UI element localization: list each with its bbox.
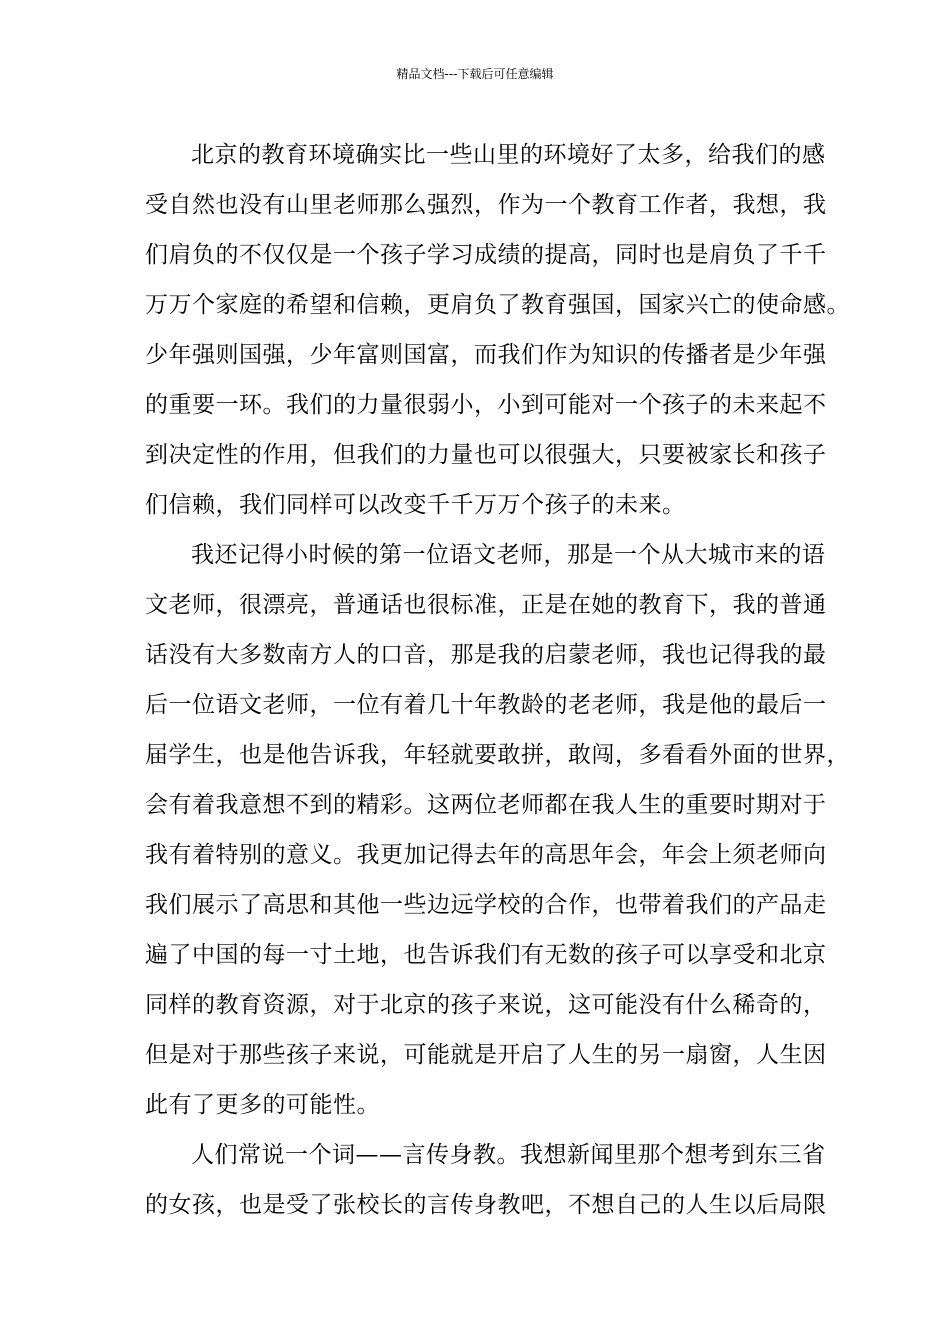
text-line: 后一位语文老师，一位有着几十年教龄的老老师，我是他的最后一 <box>145 692 827 718</box>
text-line: 的重要一环。我们的力量很弱小，小到可能对一个孩子的未来起不 <box>145 392 827 418</box>
text-line: 我们展示了高思和其他一些边远学校的合作，也带着我们的产品走 <box>145 892 827 918</box>
text-line: 受自然也没有山里老师那么强烈，作为一个教育工作者，我想，我 <box>145 192 827 218</box>
page-header: 精品文档---下载后可任意编辑 <box>396 67 554 81</box>
text-line: 我还记得小时候的第一位语文老师，那是一个从大城市来的语 <box>191 542 826 568</box>
text-line: 北京的教育环境确实比一些山里的环境好了太多，给我们的感 <box>191 142 826 168</box>
text-line: 人们常说一个词——言传身教。我想新闻里那个想考到东三省 <box>191 1142 826 1168</box>
text-line: 的女孩，也是受了张校长的言传身教吧，不想自己的人生以后局限 <box>145 1192 827 1218</box>
text-line: 话没有大多数南方人的口音，那是我的启蒙老师，我也记得我的最 <box>145 642 827 668</box>
text-line: 们信赖，我们同样可以改变千千万万个孩子的未来。 <box>145 492 686 518</box>
text-line: 但是对于那些孩子来说，可能就是开启了人生的另一扇窗，人生因 <box>145 1042 827 1068</box>
text-line: 到决定性的作用，但我们的力量也可以很强大，只要被家长和孩子 <box>145 442 827 468</box>
text-line: 们肩负的不仅仅是一个孩子学习成绩的提高，同时也是肩负了千千 <box>145 242 827 268</box>
paragraph <box>145 130 850 530</box>
text-line: 届学生，也是他告诉我，年轻就要敢拼，敢闯，多看看外面的世界， <box>145 742 850 768</box>
text-line: 此有了更多的可能性。 <box>145 1092 380 1118</box>
text-line: 遍了中国的每一寸土地，也告诉我们有无数的孩子可以享受和北京 <box>145 942 827 968</box>
text-line: 少年强则国强，少年富则国富，而我们作为知识的传播者是少年强 <box>145 342 827 368</box>
text-line: 会有着我意想不到的精彩。这两位老师都在我人生的重要时期对于 <box>145 792 827 818</box>
text-line: 文老师，很漂亮，普通话也很标准，正是在她的教育下，我的普通 <box>145 592 827 618</box>
paragraph <box>145 530 850 1130</box>
text-line: 我有着特别的意义。我更加记得去年的高思年会，年会上须老师向 <box>145 842 827 868</box>
document-body <box>145 130 850 1230</box>
text-line: 同样的教育资源，对于北京的孩子来说，这可能没有什么稀奇的， <box>145 992 827 1018</box>
paragraph <box>145 1130 827 1230</box>
text-line: 万万个家庭的希望和信赖，更肩负了教育强国，国家兴亡的使命感。 <box>145 292 850 318</box>
